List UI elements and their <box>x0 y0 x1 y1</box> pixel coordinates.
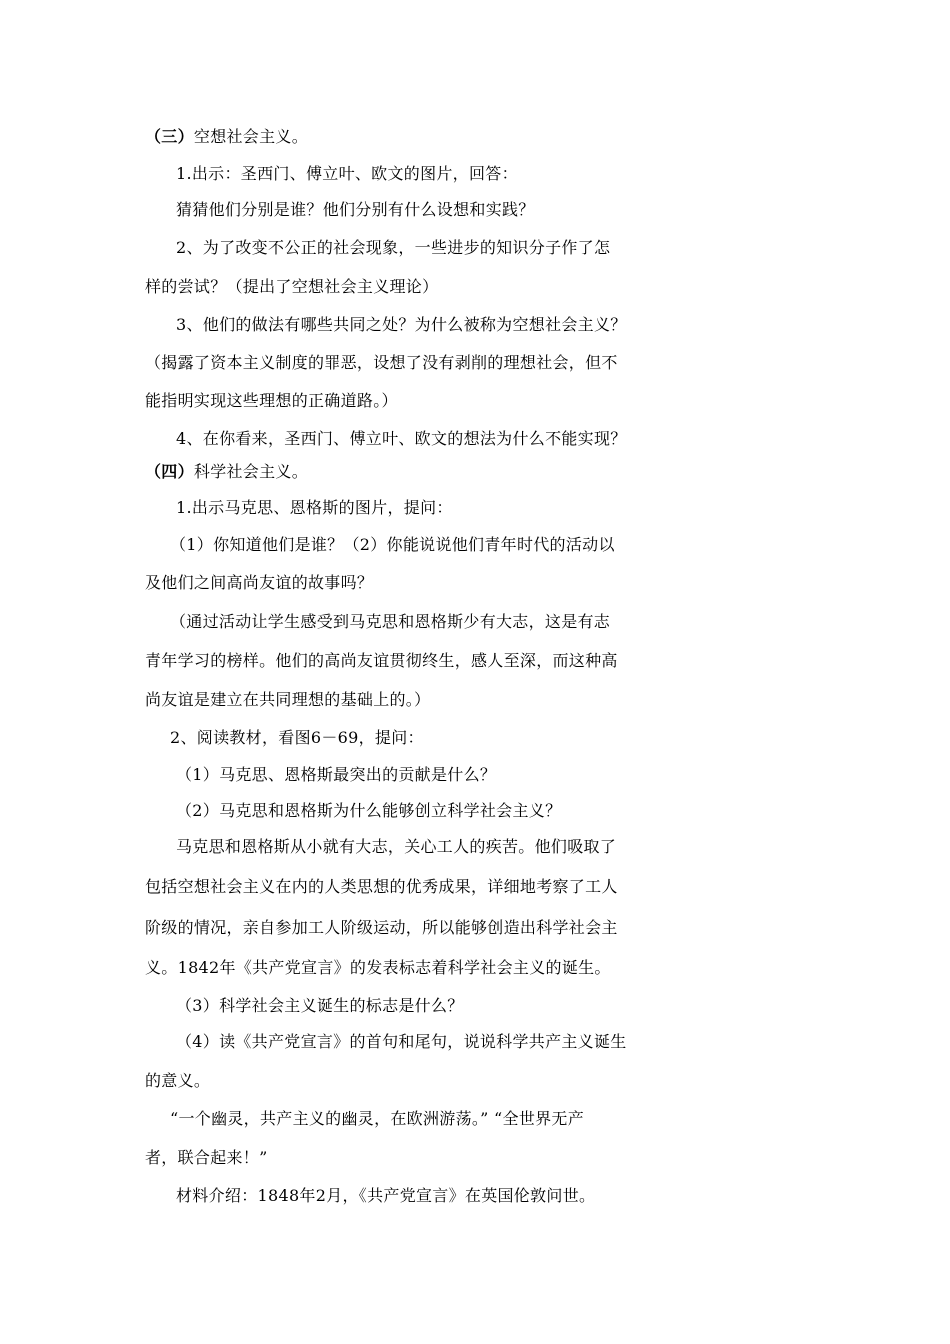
section-heading-3 <box>145 127 645 147</box>
paragraph-line: （3）科学社会主义诞生的标志是什么？ <box>176 996 464 1015</box>
paragraph-line: （2）马克思和恩格斯为什么能够创立科学社会主义？ <box>176 801 562 820</box>
paragraph-line: 包括空想社会主义在内的人类思想的优秀成果，详细地考察了工人 <box>145 877 618 896</box>
paragraph-line: 材料介绍：1848年2月，《共产党宣言》在英国伦敦问世。 <box>176 1186 596 1205</box>
quote-line: “一个幽灵，共产主义的幽灵，在欧洲游荡。” “全世界无产 <box>170 1109 585 1128</box>
section-heading-4-prefix: （四） <box>145 462 194 481</box>
paragraph-line: 的意义。 <box>145 1071 211 1090</box>
paragraph-line: （通过活动让学生感受到马克思和恩格斯少有大志，这是有志 <box>170 612 611 631</box>
section-heading-4 <box>145 462 645 482</box>
paragraph-line: （1）你知道他们是谁？（2）你能说说他们青年时代的活动以 <box>170 535 615 554</box>
paragraph-line: 及他们之间高尚友谊的故事吗？ <box>145 573 374 592</box>
paragraph-line: 马克思和恩格斯从小就有大志，关心工人的疾苦。他们吸取了 <box>176 837 617 856</box>
paragraph-line: 能指明实现这些理想的正确道路。） <box>145 391 398 410</box>
paragraph-line: 义。1842年《共产党宣言》的发表标志着科学社会主义的诞生。 <box>145 958 611 977</box>
paragraph-line: 2、为了改变不公正的社会现象，一些进步的知识分子作了怎 <box>176 238 611 257</box>
paragraph-line: （1）马克思、恩格斯最突出的贡献是什么？ <box>176 765 497 784</box>
paragraph-line: 4、在你看来，圣西门、傅立叶、欧文的想法为什么不能实现？ <box>176 429 627 448</box>
section-heading-4-text: 科学社会主义。 <box>193 462 309 481</box>
paragraph-line: （4）读《共产党宣言》的首句和尾句，说说科学共产主义诞生 <box>176 1032 627 1051</box>
paragraph-line: 3、他们的做法有哪些共同之处？为什么被称为空想社会主义？ <box>176 315 627 334</box>
paragraph-line: 青年学习的榜样。他们的高尚友谊贯彻终生，感人至深，而这种高 <box>145 651 618 670</box>
paragraph-line: 2、阅读教材，看图6－69，提问： <box>170 728 424 747</box>
paragraph-line: 尚友谊是建立在共同理想的基础上的。） <box>145 690 431 709</box>
paragraph-line: 猜猜他们分别是谁？他们分别有什么设想和实践？ <box>176 200 535 219</box>
paragraph-line: 1.出示马克思、恩格斯的图片，提问： <box>176 498 453 517</box>
section-heading-3-prefix: （三） <box>145 127 194 146</box>
section-heading-3-text: 空想社会主义。 <box>193 127 309 146</box>
quote-line: 者，联合起来！” <box>145 1148 268 1167</box>
paragraph-line: 样的尝试？（提出了空想社会主义理论） <box>145 277 439 296</box>
paragraph-line: （揭露了资本主义制度的罪恶，设想了没有剥削的理想社会，但不 <box>145 353 618 372</box>
paragraph-line: 阶级的情况，亲自参加工人阶级运动，所以能够创造出科学社会主 <box>145 918 618 937</box>
paragraph-line: 1.出示：圣西门、傅立叶、欧文的图片，回答： <box>176 164 518 183</box>
